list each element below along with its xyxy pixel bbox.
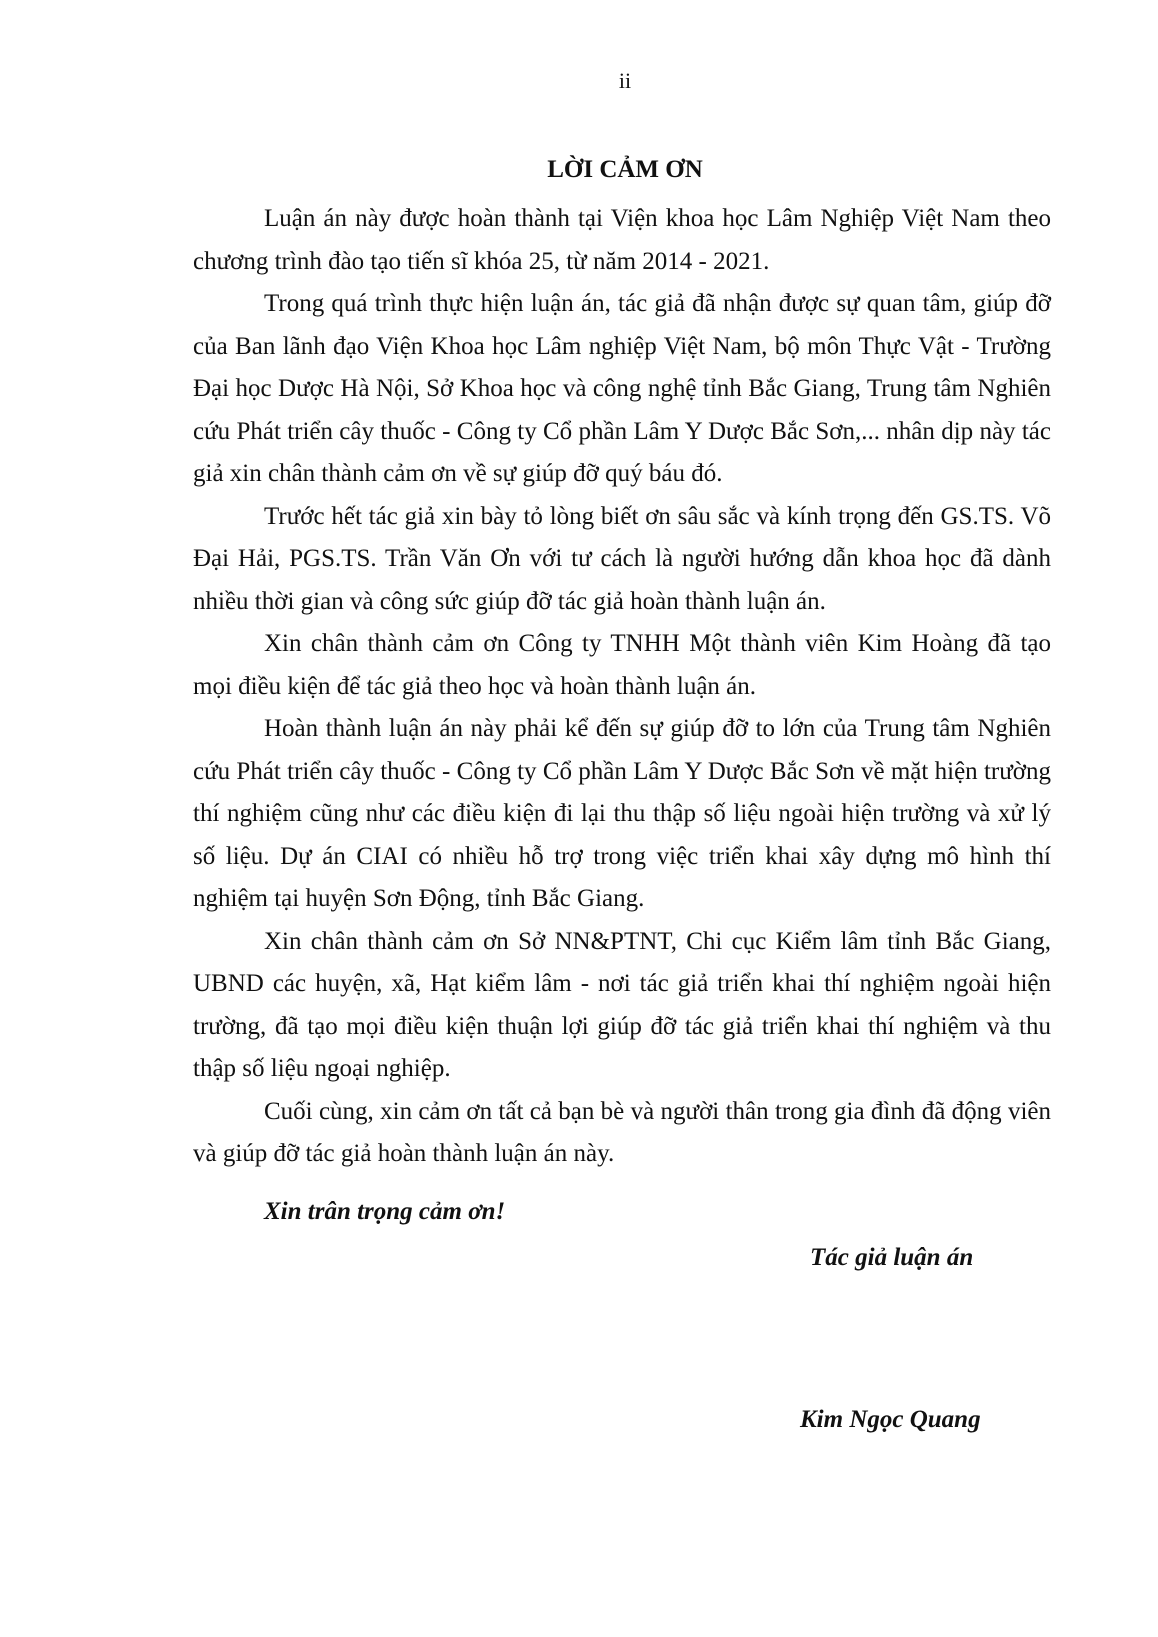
acknowledgement-body xyxy=(193,198,1051,1176)
paragraph-7: Cuối cùng, xin cảm ơn tất cả bạn bè và người thân trong gia đình đã động viên và giúp đỡ tác giả hoàn thành luận án này. xyxy=(193,1097,1051,1167)
signature-name: Kim Ngọc Quang xyxy=(800,1406,981,1433)
paragraph-2: Trong quá trình thực hiện luận án, tác giả đã nhận được sự quan tâm, giúp đỡ của Ban lãnh đạo Viện Khoa học Lâm nghiệp Việt Nam, bộ môn Thực Vật - Trường Đại học Dược Hà Nội, Sở Khoa học và công nghệ tỉnh Bắc Giang, Trung tâm Nghiên cứu Phát triển cây thuốc - Công ty Cổ phần Lâm Y Dược Bắc Sơn,... nhân dịp này tác giả xin chân thành cảm ơn về sự giúp đỡ quý báu đó. xyxy=(193,290,1051,487)
paragraph-6: Xin chân thành cảm ơn Sở NN&PTNT, Chi cục Kiểm lâm tỉnh Bắc Giang, UBND các huyện, xã, Hạt kiểm lâm - nơi tác giả triển khai thí nghiệm ngoài hiện trường, đã tạo mọi điều kiện thuận lợi giúp đỡ tác giả triển khai thí nghiệm và thu thập số liệu ngoại nghiệp. xyxy=(193,927,1051,1082)
page-number: ii xyxy=(618,68,632,93)
signature-title: Tác giả luận án xyxy=(810,1244,974,1271)
page-title: LỜI CẢM ƠN xyxy=(547,156,703,183)
paragraph-3: Trước hết tác giả xin bày tỏ lòng biết ơn sâu sắc và kính trọng đến GS.TS. Võ Đại Hải, PGS.TS. Trần Văn Ơn với tư cách là người hướng dẫn khoa học đã dành nhiều thời gian và công sức giúp đỡ tác giả hoàn thành luận án. xyxy=(193,502,1051,615)
paragraph-4: Xin chân thành cảm ơn Công ty TNHH Một thành viên Kim Hoàng đã tạo mọi điều kiện để tác giả theo học và hoàn thành luận án. xyxy=(193,630,1051,700)
paragraph-1: Luận án này được hoàn thành tại Viện khoa học Lâm Nghiệp Việt Nam theo chương trình đào tạo tiến sĩ khóa 25, từ năm 2014 - 2021. xyxy=(193,205,1051,275)
closing-line: Xin trân trọng cảm ơn! xyxy=(264,1198,506,1225)
paragraph-5: Hoàn thành luận án này phải kể đến sự giúp đỡ to lớn của Trung tâm Nghiên cứu Phát triển cây thuốc - Công ty Cổ phần Lâm Y Dược Bắc Sơn về mặt hiện trường thí nghiệm cũng như các điều kiện đi lại thu thập số liệu ngoài hiện trường và xử lý số liệu. Dự án CIAI có nhiều hỗ trợ trong việc triển khai xây dựng mô hình thí nghiệm tại huyện Sơn Động, tỉnh Bắc Giang. xyxy=(193,715,1051,912)
